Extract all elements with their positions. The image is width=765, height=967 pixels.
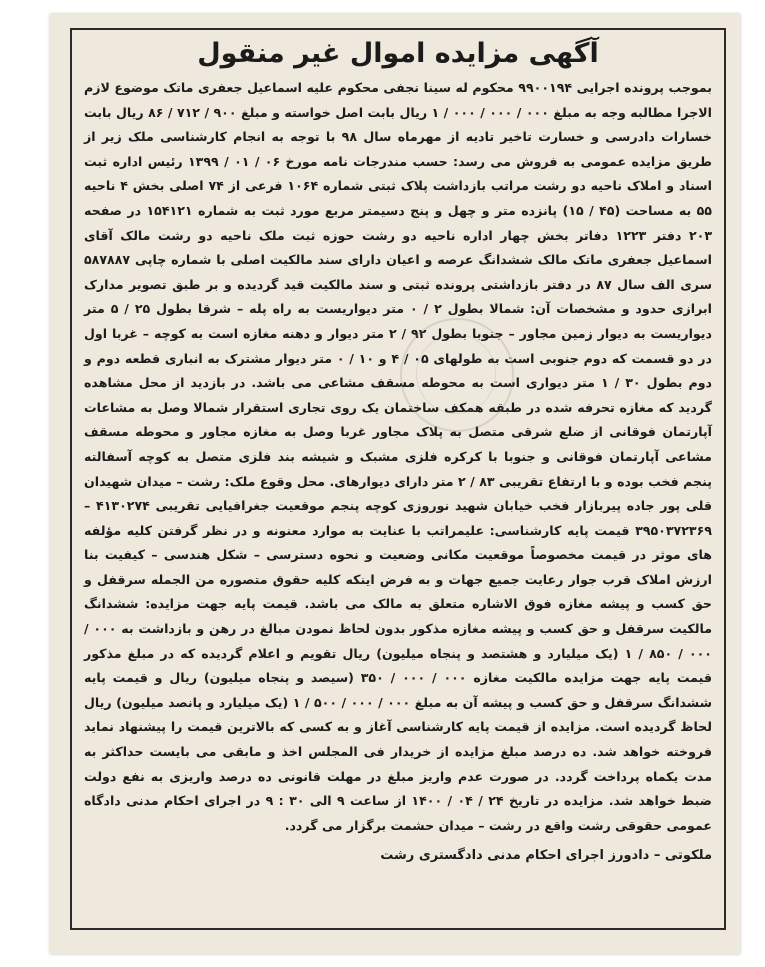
notice-frame — [70, 28, 726, 930]
notice-signature: ملکوتی – دادورز اجرای احکام مدنی دادگستری رشت — [380, 848, 712, 864]
notice-body: بموجب پرونده اجرایی ۹۹۰۰۱۹۴ محکوم له سینا نجفی محکوم علیه اسماعیل جعفری ماتک موضوع لازم الاجرا مطالبه وجه به مبلغ ۰۰۰ / ۰۰۰ / ۰۰۰ / ۱ ریال بابت اصل خواسته و مبلغ ۹۰۰ / ۷۱۲ / ۸۶ ریال بابت خسارات دادرسی و خسارت تاخیر تادیه از مهرماه سال ۹۸ با توجه به انجام کارشناسی ملک زیر از طریق مزایده عمومی به فروش می رسد: حسب مندرجات نامه مورخ ۰۶ / ۰۱ / ۱۳۹۹ رئیس اداره ثبت اسناد و املاک ناحیه دو رشت مراتب بازداشت پلاک ثبتی شماره ۱۰۶۴ فرعی از ۷۴ اصلی بخش ۴ ناحیه ۵۵ به مساحت (۴۵ / ۱۵) پانزده متر و چهل و پنج دسیمتر مربع مورد ثبت به شماره ۱۵۴۱۲۱ در صفحه ۲۰۳ دفتر ۱۲۲۳ دفاتر بخش چهار اداره ناحیه دو رشت حوزه ثبت ملک ناحیه دو رشت مالک آقای اسماعیل جعفری ماتک مالک ششدانگ عرصه و اعیان دارای سند مالکیت اصلی با شماره چاپی ۵۸۷۸۸۷ سری الف سال ۸۷ در دفتر بازداشتی پرونده ثبتی و سند مالکیت قید گردیده و بر طبق تصویر مدارک ابرازی حدود و مشخصات آن: شمالا بطول ۲ / ۰ متر دیواریست به راه پله – شرقا بطول ۲۵ / ۵ متر دیواریست به دیوار زمین مجاور – جنوبا بطول ۹۲ / ۲ متر دیوار و دهنه مغازه است به کوچه – غربا اول در دو قسمت که دوم جنوبی است به طولهای ۰۵ / ۴ و ۱۰ / ۰ متر دیوار مشترک به انباری قطعه دوم و دوم بطول ۳۰ / ۱ متر دیواری است به محوطه مسقف مشاعی می باشد. در بازدید از محل مشاهده گردید که مغازه تحرفه شده در طبقه همکف ساختمان یک روی تجاری استقرار شمالا وصل به مشاعات آپارتمان فوقانی از ضلع شرقی متصل به پلاک مجاور غربا وصل به مغازه مجاور و محوطه مسقف مشاعی آپارتمان فوقانی و جنوبا با کرکره فلزی مشبک و شیشه بند فلزی متصل به کوچه آسفالته پنجم فخب بوده و با ارتفاع تقریبی ۸۳ / ۲ متر دارای دیوارهای. محل وقوع ملک: رشت – میدان شهیدان قلی پور جاده پیربازار فخب خیابان شهید نوروزی کوچه پنجم موقعیت جغرافیایی تقریبی ۴۱۳۰۲۷۴ – ۳۹۵۰۳۷۲۳۶۹ قیمت پایه کارشناسی: علیمراتب با عنایت به موارد معنونه و در نظر گرفتن کلیه مؤلفه های موثر در قیمت مخصوصاً موقعیت مکانی وضعیت و نحوه دسترسی – شکل هندسی – کیفیت بنا ارزش املاک قرب جوار رعایت جمیع جهات و به فرض اینکه کلیه حقوق متصوره من الجمله سرقفل و حق کسب و پیشه مغازه فوق الاشاره متعلق به مالک می باشد. قیمت پایه جهت مزایده: ششدانگ مالکیت سرقفل و حق کسب و پیشه مغازه مذکور بدون لحاظ نمودن مبالغ در رهن و بازداشت به ۰۰۰ / ۰۰۰ / ۸۵۰ / ۱ (یک میلیارد و هشتصد و پنجاه میلیون) ریال تقویم و اعلام گردیده که در مبلغ مذکور قیمت پایه جهت مزایده مالکیت مغازه ۰۰۰ / ۰۰۰ / ۳۵۰ (سیصد و پنجاه میلیون) ریال و قیمت پایه ششدانگ سرقفل و حق کسب و پیشه آن به مبلغ ۰۰۰ / ۰۰۰ / ۵۰۰ / ۱ (یک میلیارد و پانصد میلیون) ریال لحاظ گردیده است. مزایده از قیمت پایه کارشناسی آغاز و به کسی که بالاترین قیمت را پیشنهاد نماید فروخته خواهد شد. ده درصد مبلغ مزایده از خریدار فی المجلس اخذ و مابقی می بایست حداکثر به مدت یکماه پرداخت گردد. در صورت عدم واریز مبلغ در مهلت قانونی ده درصد واریزی به نفع دولت ضبط خواهد شد. مزایده در تاریخ ۲۴ / ۰۴ / ۱۴۰۰ از ساعت ۹ الی ۳۰ : ۹ در اجرای احکام مدنی دادگاه عمومی حقوقی رشت واقع در رشت – میدان حشمت برگزار می گردد. — [84, 80, 713, 833]
notice-title: آگهی مزایده اموال غیر منقول — [197, 38, 599, 69]
